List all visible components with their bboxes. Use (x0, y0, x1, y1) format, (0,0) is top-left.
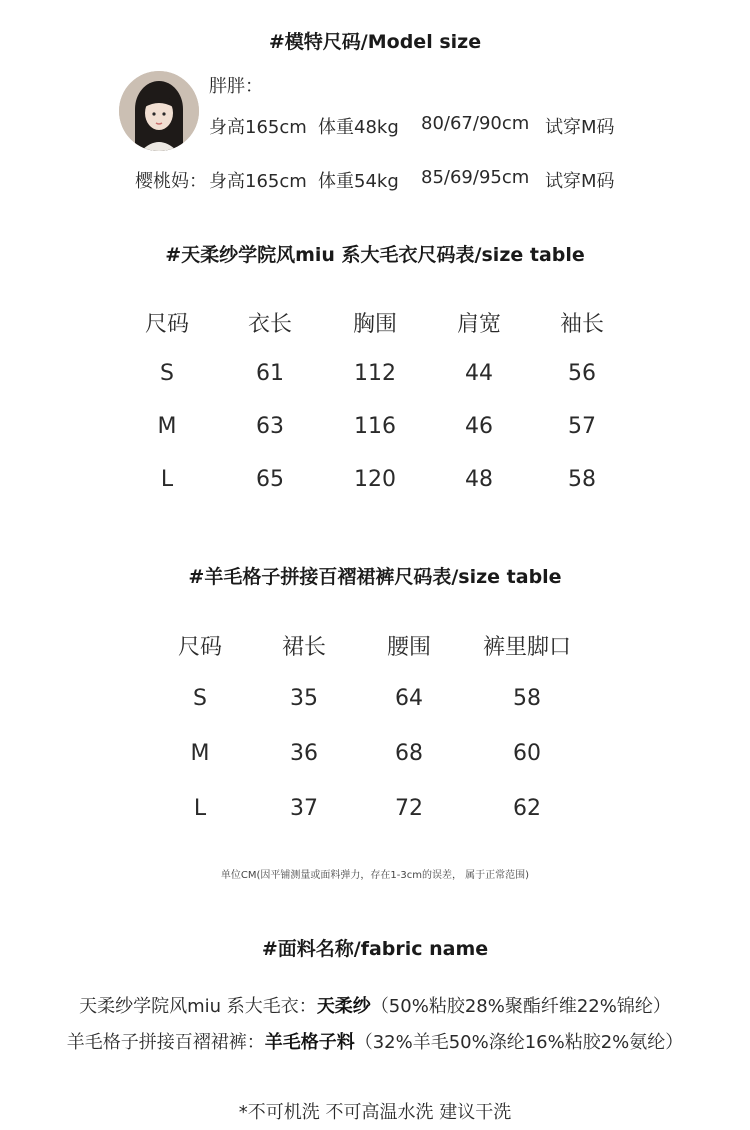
table-cell: 58 (568, 467, 596, 492)
fabric-item-name: 天柔纱学院风miu 系大毛衣： (79, 996, 317, 1017)
model2-try-on: 试穿M码 (545, 171, 615, 192)
table-cell: 56 (568, 361, 596, 386)
fabric-heading: #面料名称/fabric name (261, 938, 489, 960)
table-cell: 58 (513, 686, 541, 711)
table-cell: 60 (513, 741, 541, 766)
table-cell: 65 (256, 467, 284, 492)
model2-height: 身高165cm (209, 171, 307, 192)
table-header-cell: 肩宽 (456, 312, 501, 337)
table-cell: M (157, 414, 177, 439)
table-cell: 68 (395, 741, 423, 766)
model-portrait-icon (119, 71, 199, 151)
fabric-name: 羊毛格子料 (264, 1032, 355, 1053)
care-instructions: *不可机洗 不可高温水洗 建议干洗 (238, 1102, 512, 1123)
model2-name: 樱桃妈： (135, 171, 207, 192)
table-header-cell: 裤里脚口 (482, 635, 571, 660)
fabric-composition: （50%粘胶28%聚酯纤维22%锦纶） (370, 996, 671, 1017)
table-header-cell: 袖长 (559, 312, 604, 337)
fabric-line-skirt (0, 1028, 750, 1054)
table-cell: 57 (568, 414, 596, 439)
model1-height: 身高165cm (209, 117, 307, 138)
table-cell: 120 (354, 467, 396, 492)
table-cell: 72 (395, 796, 423, 821)
table-cell: 46 (465, 414, 493, 439)
table-cell: 35 (290, 686, 318, 711)
table-cell: L (193, 796, 207, 821)
unit-note: 单位CM(因平铺测量或面料弹力，存在1-3cm的误差， 属于正常范围) (220, 870, 530, 881)
fabric-item-name: 羊毛格子拼接百褶裙裤： (66, 1032, 265, 1053)
model-size-heading: #模特尺码/Model size (268, 31, 482, 53)
table-cell: 48 (465, 467, 493, 492)
model2-measurements: 85/69/95cm (421, 167, 530, 188)
table-header-cell: 尺码 (177, 635, 222, 660)
model1-weight: 体重48kg (318, 117, 399, 138)
sweater-table-heading: #天柔纱学院风miu 系大毛衣尺码表/size table (165, 244, 585, 266)
table-cell: S (193, 686, 207, 711)
table-cell: 64 (395, 686, 423, 711)
model2-weight: 体重54kg (318, 171, 399, 192)
model1-name: 胖胖： (209, 76, 263, 97)
table-header-cell: 尺码 (144, 312, 189, 337)
table-cell: M (190, 741, 210, 766)
fabric-line-sweater (0, 992, 750, 1018)
model1-measurements: 80/67/90cm (421, 113, 530, 134)
table-cell: 61 (256, 361, 284, 386)
table-cell: 116 (354, 414, 396, 439)
table-cell: 62 (513, 796, 541, 821)
table-header-cell: 腰围 (386, 635, 431, 660)
table-header-cell: 衣长 (247, 312, 292, 337)
table-cell: 44 (465, 361, 493, 386)
table-cell: 112 (354, 361, 396, 386)
table-cell: 36 (290, 741, 318, 766)
table-cell: S (160, 361, 174, 386)
skirt-table-heading: #羊毛格子拼接百褶裙裤尺码表/size table (188, 566, 562, 588)
fabric-composition: （32%羊毛50%涤纶16%粘胶2%氨纶） (354, 1032, 684, 1053)
table-header-cell: 裙长 (281, 635, 326, 660)
table-cell: 37 (290, 796, 318, 821)
table-cell: 63 (256, 414, 284, 439)
table-header-cell: 胸围 (352, 312, 397, 337)
fabric-name: 天柔纱 (316, 996, 371, 1017)
model-avatar (119, 71, 199, 151)
model1-try-on: 试穿M码 (545, 117, 615, 138)
table-cell: L (160, 467, 174, 492)
